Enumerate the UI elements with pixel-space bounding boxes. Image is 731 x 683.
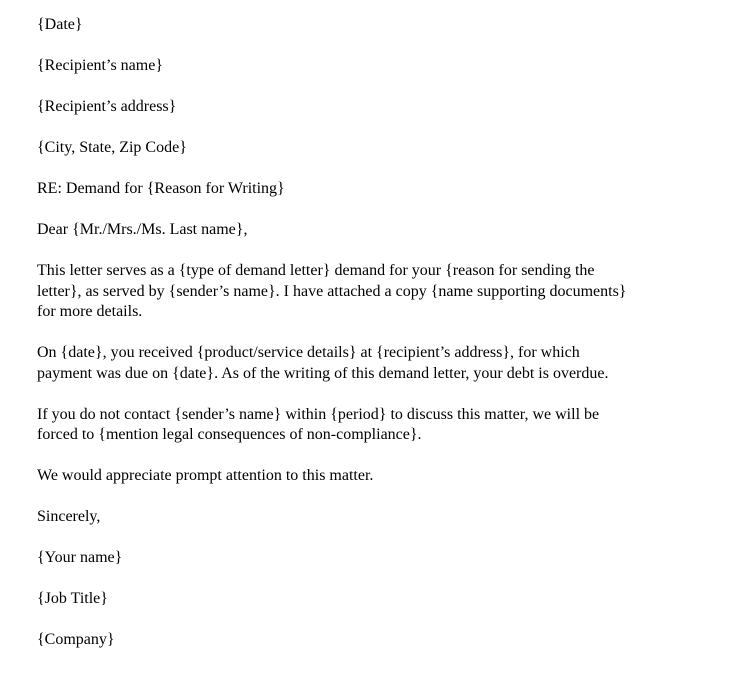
letter-document xyxy=(37,15,705,671)
paragraph-line: This letter serves as a {type of demand letter} demand for your {reason for sending the xyxy=(37,262,595,279)
body-paragraph-4 xyxy=(37,466,705,487)
paragraph-line: payment was due on {date}. As of the writing of this demand letter, your debt is overdue. xyxy=(37,364,609,382)
body-paragraph-3 xyxy=(37,405,705,446)
your-name-text: {Your name} xyxy=(37,549,123,566)
company-text: {Company} xyxy=(37,631,115,648)
date-text: {Date} xyxy=(37,16,83,33)
body-paragraph-2 xyxy=(37,343,705,384)
closing-text: Sincerely, xyxy=(37,508,101,525)
paragraph-line: forced to {mention legal consequences of non-compliance}. xyxy=(37,426,422,443)
salutation-text: Dear {Mr./Mrs./Ms. Last name}, xyxy=(37,221,248,238)
closing-line xyxy=(37,507,705,528)
recipient-address-text: {Recipient’s address} xyxy=(37,98,177,115)
paragraph-line: We would appreciate prompt attention to this matter. xyxy=(37,467,374,484)
subject-text: RE: Demand for {Reason for Writing} xyxy=(37,180,285,197)
recipient-name-text: {Recipient’s name} xyxy=(37,57,163,74)
salutation-line xyxy=(37,220,705,241)
paragraph-line: for more details. xyxy=(37,303,143,320)
city-state-zip-line xyxy=(37,138,705,159)
your-name-line xyxy=(37,548,705,569)
city-state-zip-text: {City, State, Zip Code} xyxy=(37,139,187,156)
recipient-name-line xyxy=(37,56,705,77)
date-line xyxy=(37,15,705,36)
recipient-address-line xyxy=(37,97,705,118)
paragraph-line: letter}, as served by {sender’s name}. I have attached a copy {name supporting documents} xyxy=(37,282,627,300)
paragraph-line: On {date}, you received {product/service details} at {recipient’s address}, for which xyxy=(37,344,580,361)
paragraph-line: If you do not contact {sender’s name} within {period} to discuss this matter, we will be xyxy=(37,405,600,423)
company-line xyxy=(37,630,705,651)
job-title-text: {Job Title} xyxy=(37,590,108,607)
job-title-line xyxy=(37,589,705,610)
subject-line xyxy=(37,179,705,200)
body-paragraph-1 xyxy=(37,261,705,323)
